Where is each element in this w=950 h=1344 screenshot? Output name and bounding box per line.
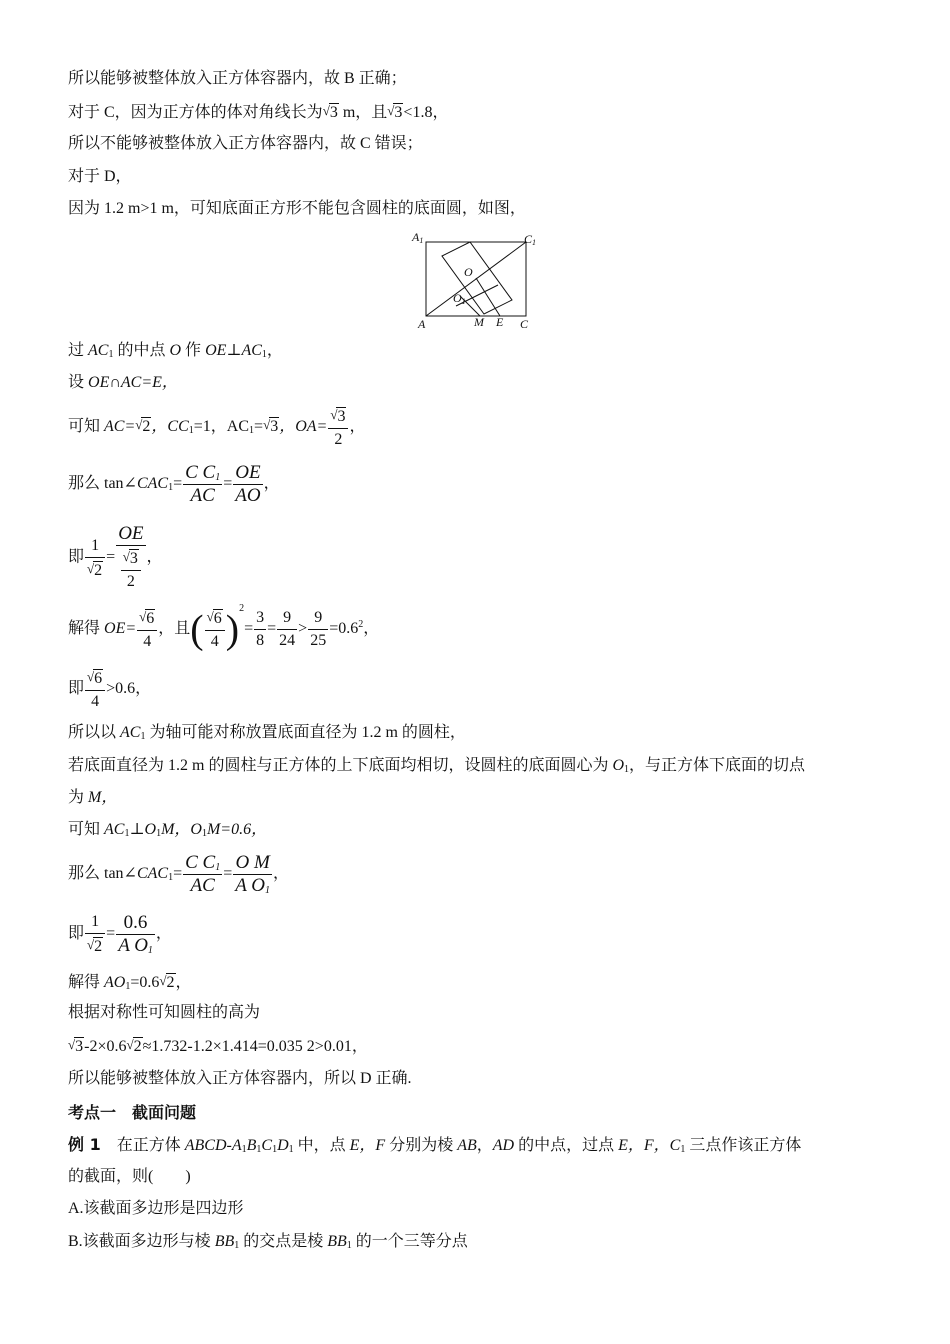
- text-line: 所以能够被整体放入正方体容器内，故 B 正确；: [68, 70, 407, 87]
- text-line: 过 $AC_1$ 的中点 O 作 $OE\perp AC_1$，: [68, 342, 283, 360]
- text-line: √3-2×0.6√2≈1.732-1.2×1.414=0.035 2>0.01，: [68, 1037, 368, 1055]
- text-line: 对于 C，因为正方体的体对角线长为√3 m，且√3<1.8，: [68, 103, 449, 121]
- text-line: 设 OE∩AC=E，: [68, 374, 178, 391]
- text-line: 解得 OE= $\frac{√6}{4}$ ，且( $\frac{√6}{4}$ )$^2$= $\frac{3}{8}$ = $\frac{9}{24}$ > $\frac{9}{25}$ $=0.6^2$，: [68, 603, 380, 652]
- text-line: 那么 $\tan\angle CAC_1=$ $\frac{C C_1}{AC}$ = $\frac{OE}{AO}$ ，: [68, 462, 280, 506]
- option-a: A.该截面多边形是四边形: [68, 1200, 244, 1217]
- text-line: 可知 AC=√2，$CC_1=1$，$AC_1=√3$，OA= $\frac{√3}{2}$ ，: [68, 404, 366, 451]
- label-A1: A1: [412, 230, 424, 245]
- label-E: E: [496, 315, 504, 329]
- example-label: 例 1: [68, 1135, 101, 1154]
- label-C1: C1: [524, 232, 537, 247]
- text-line: 因为 1.2 m>1 m，可知底面正方形不能包含圆柱的底面圆，如图，: [68, 200, 526, 217]
- oe-line: [476, 278, 500, 316]
- text-line: 解得 $AO_1=0.6√2$，: [68, 973, 192, 992]
- label-C: C: [520, 317, 529, 331]
- text-line: 可知 $AC_1\perp O_1M$，$O_1M=0.6$，: [68, 821, 268, 839]
- label-O: O: [464, 265, 473, 279]
- example-line: 例 1 在正方体 ABCD-$A_1B_1C_1D_1$ 中，点 E，F 分别为棱 AB，AD 的中点，过点 E，F，$C_1$ 三点作该正方体: [68, 1135, 802, 1155]
- text-line: 若底面直径为 1.2 m 的圆柱与正方体的上下底面均相切，设圆柱的底面圆心为 $O_1$，与正方体下底面的切点: [68, 757, 806, 775]
- label-A: A: [418, 317, 426, 331]
- option-b: B.该截面多边形与棱 $BB_1$ 的交点是棱 $BB_1$ 的一个三等分点: [68, 1233, 468, 1251]
- text-line: 所以能够被整体放入正方体容器内，所以 D 正确.: [68, 1070, 412, 1087]
- text-line: 所以不能够被整体放入正方体容器内，故 C 错误；: [68, 135, 423, 152]
- text-line: 即 $\frac{1}{√2}$ = $\frac{0.6}{A O_1}$ ，: [68, 912, 172, 956]
- text-line: 所以以 $AC_1$ 为轴可能对称放置底面直径为 1.2 m 的圆柱，: [68, 724, 466, 742]
- text-line: 那么 $\tan\angle CAC_1=$ $\frac{C C_1}{AC}$ = $\frac{\text{O M}}{A O_1}$ ，: [68, 852, 290, 896]
- text-line: 根据对称性可知圆柱的高为: [68, 1004, 261, 1021]
- diagonal-line: [426, 242, 526, 316]
- text-line: 对于 D，: [68, 168, 132, 185]
- label-M: M: [474, 315, 484, 329]
- label-O1: O1: [453, 291, 466, 306]
- text-line: 即 $\frac{1}{√2}$ = $\frac{OE}{\frac{√3}{2}}$ ，: [68, 523, 163, 590]
- text-line: 即 $\frac{√6}{4}$ >0.6，: [68, 666, 151, 713]
- text-line: 的截面，则( ): [68, 1168, 191, 1185]
- geometry-figure: [408, 228, 542, 332]
- section-heading: 考点一 截面问题: [68, 1103, 197, 1122]
- text-line: 为 M，: [68, 789, 118, 806]
